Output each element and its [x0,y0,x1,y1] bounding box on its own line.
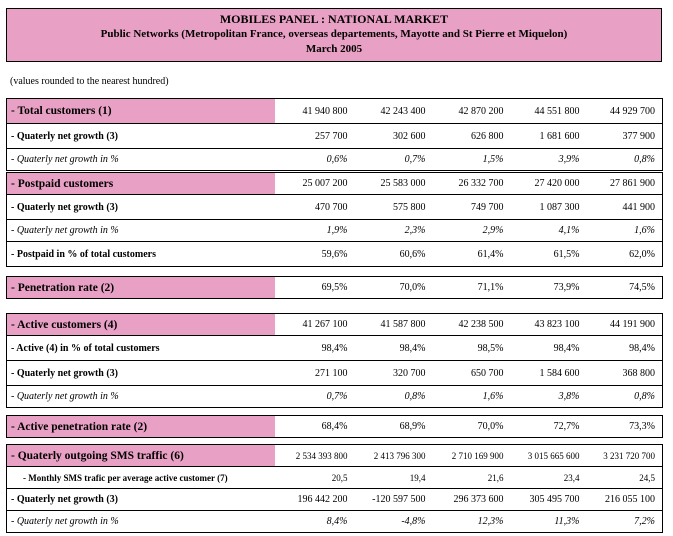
cell-value: 296 373 600 [433,489,511,511]
penetration-rate-table [6,276,663,299]
active-penetration-table [6,415,663,438]
cell-value: 1 584 600 [511,361,587,386]
active-customers-table [6,313,663,408]
row-label: - Total customers (1) [7,99,275,124]
row-label: - Quaterly net growth in % [7,511,275,533]
cell-value: 42 238 500 [433,314,511,336]
cell-value: 2,9% [433,220,511,242]
table-row [7,277,663,299]
cell-value: 98,4% [587,336,663,361]
row-label: - Active customers (4) [7,314,275,336]
cell-value: 2 413 796 300 [355,445,433,467]
cell-value: -4,8% [355,511,433,533]
cell-value: 377 900 [587,124,663,149]
cell-value: 73,3% [587,416,663,438]
cell-value: 59,6% [275,242,355,267]
cell-value: 68,9% [355,416,433,438]
row-label: - Active penetration rate (2) [7,416,275,438]
row-label: - Quaterly net growth in % [7,149,275,171]
row-label: - Quaterly net growth in % [7,220,275,242]
cell-value: 41 267 100 [275,314,355,336]
cell-value: 74,5% [587,277,663,299]
cell-value: 1,6% [433,386,511,408]
cell-value: 27 420 000 [511,173,587,195]
cell-value: 216 055 100 [587,489,663,511]
table-row [7,124,663,149]
cell-value: 0,8% [587,386,663,408]
cell-value: 1,6% [587,220,663,242]
cell-value: 68,4% [275,416,355,438]
cell-value: 98,4% [275,336,355,361]
cell-value: 72,7% [511,416,587,438]
cell-value: 12,3% [433,511,511,533]
sms-traffic-table [6,444,663,533]
table-row [7,489,663,511]
cell-value: 257 700 [275,124,355,149]
cell-value: 3 015 665 600 [511,445,587,467]
cell-value: 21,6 [433,467,511,489]
cell-value: 575 800 [355,195,433,220]
cell-value: 0,6% [275,149,355,171]
cell-value: 60,6% [355,242,433,267]
cell-value: 0,7% [355,149,433,171]
rounding-note: (values rounded to the nearest hundred) [10,76,169,87]
cell-value: 650 700 [433,361,511,386]
cell-value: 8,4% [275,511,355,533]
cell-value: 2 710 169 900 [433,445,511,467]
cell-value: 42 243 400 [355,99,433,124]
cell-value: 19,4 [355,467,433,489]
cell-value: 320 700 [355,361,433,386]
cell-value: 73,9% [511,277,587,299]
cell-value: 27 861 900 [587,173,663,195]
cell-value: 0,8% [587,149,663,171]
table-row [7,386,663,408]
cell-value: -120 597 500 [355,489,433,511]
cell-value: 2 534 393 800 [275,445,355,467]
row-label: - Quaterly net growth (3) [7,124,275,149]
cell-value: 70,0% [355,277,433,299]
cell-value: 41 587 800 [355,314,433,336]
panel-header [6,8,662,62]
row-label: - Quaterly net growth in % [7,386,275,408]
row-label: - Quaterly net growth (3) [7,489,275,511]
row-label: - Postpaid customers [7,173,275,195]
header-subtitle: Public Networks (Metropolitan France, overseas departements, Mayotte and St Pierre et Miquelon) [100,28,568,40]
table-row [7,361,663,386]
cell-value: 44 191 900 [587,314,663,336]
table-row [7,173,663,195]
cell-value: 23,4 [511,467,587,489]
cell-value: 271 100 [275,361,355,386]
cell-value: 25 007 200 [275,173,355,195]
row-label: - Active (4) in % of total customers [7,336,275,361]
table-row [7,314,663,336]
cell-value: 1,9% [275,220,355,242]
table-row [7,336,663,361]
cell-value: 70,0% [433,416,511,438]
table-row [7,467,663,489]
table-row [7,149,663,171]
postpaid-customers-table [6,172,663,267]
cell-value: 61,5% [511,242,587,267]
cell-value: 4,1% [511,220,587,242]
cell-value: 3,9% [511,149,587,171]
cell-value: 25 583 000 [355,173,433,195]
row-label: - Quaterly outgoing SMS traffic (6) [7,445,275,467]
cell-value: 3 231 720 700 [587,445,663,467]
row-label: - Penetration rate (2) [7,277,275,299]
cell-value: 71,1% [433,277,511,299]
cell-value: 24,5 [587,467,663,489]
cell-value: 98,5% [433,336,511,361]
cell-value: 41 940 800 [275,99,355,124]
cell-value: 26 332 700 [433,173,511,195]
cell-value: 302 600 [355,124,433,149]
row-label: - Quaterly net growth (3) [7,195,275,220]
cell-value: 11,3% [511,511,587,533]
cell-value: 626 800 [433,124,511,149]
row-label: - Monthly SMS trafic per average active customer (7) [7,467,275,489]
cell-value: 44 551 800 [511,99,587,124]
cell-value: 1 681 600 [511,124,587,149]
cell-value: 1 087 300 [511,195,587,220]
cell-value: 1,5% [433,149,511,171]
cell-value: 98,4% [355,336,433,361]
cell-value: 2,3% [355,220,433,242]
row-label: - Postpaid in % of total customers [7,242,275,267]
cell-value: 0,7% [275,386,355,408]
total-customers-table [6,98,663,171]
table-row [7,511,663,533]
cell-value: 44 929 700 [587,99,663,124]
cell-value: 98,4% [511,336,587,361]
cell-value: 7,2% [587,511,663,533]
cell-value: 368 800 [587,361,663,386]
cell-value: 441 900 [587,195,663,220]
table-row [7,99,663,124]
cell-value: 43 823 100 [511,314,587,336]
cell-value: 3,8% [511,386,587,408]
cell-value: 42 870 200 [433,99,511,124]
cell-value: 749 700 [433,195,511,220]
cell-value: 305 495 700 [511,489,587,511]
table-row [7,195,663,220]
cell-value: 20,5 [275,467,355,489]
table-row [7,242,663,267]
cell-value: 196 442 200 [275,489,355,511]
table-row [7,220,663,242]
header-period: March 2005 [305,43,363,55]
row-label: - Quaterly net growth (3) [7,361,275,386]
table-row [7,416,663,438]
cell-value: 0,8% [355,386,433,408]
cell-value: 69,5% [275,277,355,299]
cell-value: 61,4% [433,242,511,267]
cell-value: 62,0% [587,242,663,267]
cell-value: 470 700 [275,195,355,220]
table-row [7,445,663,467]
header-title: MOBILES PANEL : NATIONAL MARKET [219,12,449,26]
